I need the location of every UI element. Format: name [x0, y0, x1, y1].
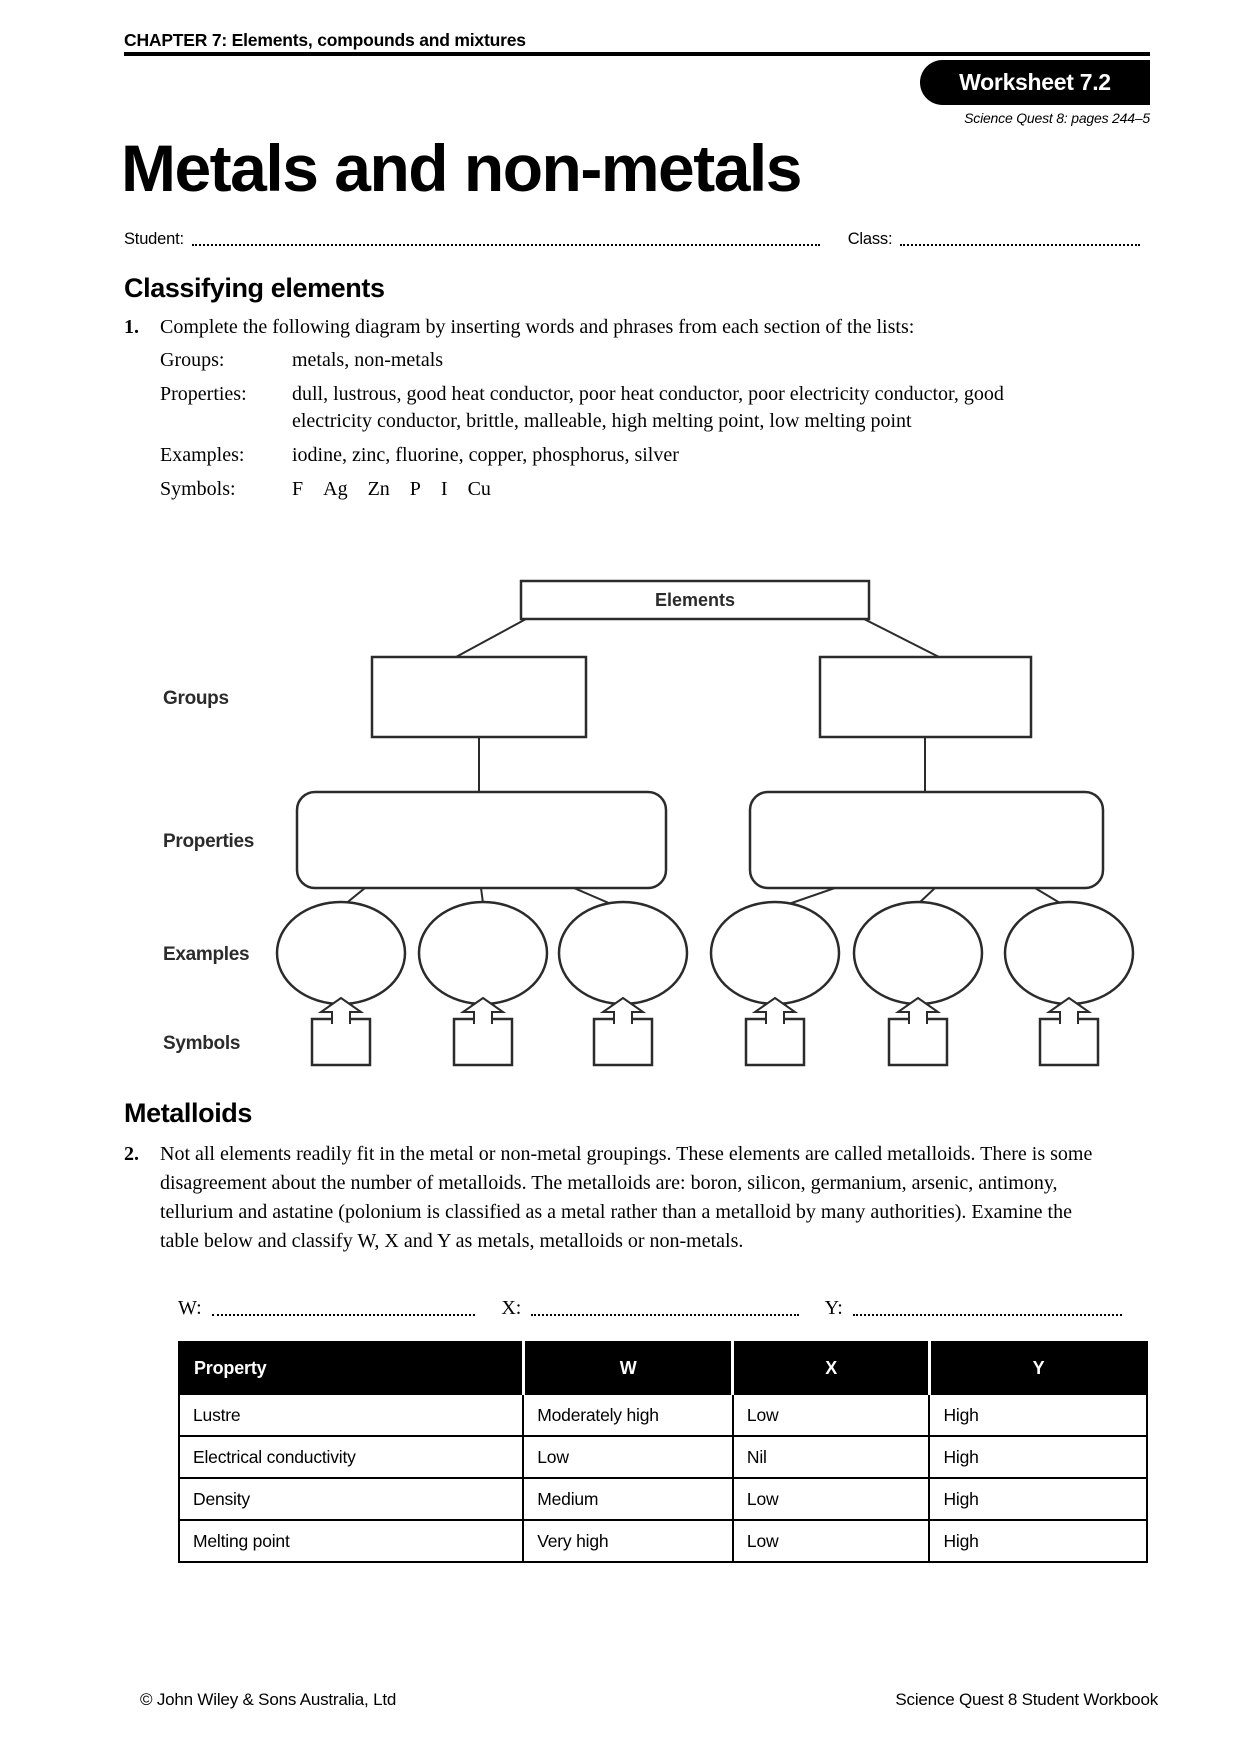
table-cell: Low: [733, 1520, 930, 1562]
table-cell: Moderately high: [523, 1394, 733, 1436]
table-cell: Electrical conductivity: [179, 1436, 523, 1478]
class-input-line[interactable]: [900, 243, 1140, 246]
table-header-y: Y: [929, 1342, 1147, 1394]
class-label: Class:: [847, 230, 893, 248]
answer-label-y: Y:: [824, 1297, 843, 1319]
answer-line-x-row: [501, 1297, 798, 1320]
word-lists: [160, 347, 1040, 510]
example-ellipse-2[interactable]: [419, 902, 547, 1004]
question-1-text: Complete the following diagram by inserting words and phrases from each section of the lists:: [160, 316, 915, 338]
table-cell: Low: [733, 1478, 930, 1520]
example-ellipse-4[interactable]: [711, 902, 839, 1004]
answer-input-x[interactable]: [531, 1313, 798, 1316]
symbol-box-2[interactable]: [454, 1019, 512, 1065]
group-box-left[interactable]: [372, 657, 586, 737]
table-cell: Nil: [733, 1436, 930, 1478]
example-ellipse-5[interactable]: [854, 902, 982, 1004]
table-header-x: X: [733, 1342, 930, 1394]
question-2-number: 2.: [124, 1143, 139, 1165]
worksheet-reference: Science Quest 8: pages 244–5: [964, 110, 1150, 126]
table-row: [179, 1436, 1147, 1478]
list-value-properties: dull, lustrous, good heat conductor, poor heat conductor, poor electricity conductor, good electricity conductor, brittle, malleable, high melting point, low melting point: [292, 383, 1004, 432]
question-1-number: 1.: [124, 316, 139, 338]
list-label-symbols: Symbols:: [160, 478, 236, 500]
worksheet-badge: Worksheet 7.2: [920, 60, 1150, 105]
section-heading-metalloids: Metalloids: [124, 1098, 253, 1128]
question-1: [124, 313, 1124, 342]
answer-label-x: X:: [501, 1297, 522, 1319]
example-ellipse-3[interactable]: [559, 902, 687, 1004]
list-label-properties: Properties:: [160, 383, 247, 405]
table-header-property: Property: [179, 1342, 523, 1394]
symbol-box-1[interactable]: [312, 1019, 370, 1065]
table-cell: High: [929, 1520, 1147, 1562]
connector-root-right: [864, 619, 939, 657]
student-class-line: [124, 230, 1140, 250]
answer-input-w[interactable]: [212, 1313, 476, 1316]
answer-label-w: W:: [178, 1297, 202, 1319]
example-ellipse-1[interactable]: [277, 902, 405, 1004]
list-label-groups: Groups:: [160, 349, 225, 371]
symbol-box-6[interactable]: [1040, 1019, 1098, 1065]
student-label: Student:: [124, 230, 184, 248]
properties-table: [178, 1341, 1148, 1563]
question-2-text: Not all elements readily fit in the metal or non-metal groupings. These elements are called metalloids. There is some disagreement about the number of metalloids. The metalloids are: boron, silicon, germanium, arsenic, antimony, tellurium and astatine (polonium is classified as a metal rather than a metalloid by many authorities). Examine the table below and classify W, X and Y as metals, metalloids or non-metals.: [160, 1143, 1093, 1252]
classification-diagram: [140, 572, 1150, 1084]
footer-copyright: © John Wiley & Sons Australia, Ltd: [140, 1690, 397, 1709]
list-value-groups: metals, non-metals: [292, 349, 444, 371]
table-cell: Very high: [523, 1520, 733, 1562]
answer-input-y[interactable]: [853, 1313, 1122, 1316]
table-row: [179, 1394, 1147, 1436]
table-cell: Low: [523, 1436, 733, 1478]
table-cell: High: [929, 1394, 1147, 1436]
chapter-header: CHAPTER 7: Elements, compounds and mixtures: [124, 30, 526, 50]
list-row-symbols: [160, 476, 1040, 503]
table-header-row: [179, 1342, 1147, 1394]
list-row-examples: [160, 442, 1040, 469]
answer-line-w-row: [178, 1297, 475, 1320]
list-row-groups: [160, 347, 1040, 374]
table-cell: Low: [733, 1394, 930, 1436]
footer-workbook: Science Quest 8 Student Workbook: [895, 1690, 1158, 1709]
list-value-examples: iodine, zinc, fluorine, copper, phosphorus, silver: [292, 444, 679, 466]
table-row: [179, 1478, 1147, 1520]
properties-box-right[interactable]: [750, 792, 1103, 888]
table-header-w: W: [523, 1342, 733, 1394]
diagram-row-label-properties: Properties: [163, 831, 254, 852]
section-heading-classifying-elements: Classifying elements: [124, 273, 385, 303]
table-cell: Melting point: [179, 1520, 523, 1562]
table-cell: High: [929, 1478, 1147, 1520]
list-value-symbols: F Ag Zn P I Cu: [292, 478, 491, 500]
table-cell: Medium: [523, 1478, 733, 1520]
table-cell: Density: [179, 1478, 523, 1520]
page-title: Metals and non-metals: [121, 131, 801, 205]
diagram-row-label-examples: Examples: [163, 944, 250, 965]
table-cell: Lustre: [179, 1394, 523, 1436]
table-cell: High: [929, 1436, 1147, 1478]
example-ellipse-6[interactable]: [1005, 902, 1133, 1004]
table-row: [179, 1520, 1147, 1562]
question-2: [124, 1140, 1100, 1256]
symbol-box-4[interactable]: [746, 1019, 804, 1065]
connector-root-left: [456, 619, 526, 657]
diagram-row-label-groups: Groups: [163, 688, 229, 709]
answer-line-y-row: [825, 1297, 1122, 1320]
answer-lines: [178, 1297, 1122, 1320]
properties-box-left[interactable]: [297, 792, 666, 888]
elements-root-label: Elements: [654, 590, 736, 610]
student-input-line[interactable]: [192, 243, 820, 246]
group-box-right[interactable]: [820, 657, 1031, 737]
header-rule: [124, 52, 1150, 56]
symbol-box-5[interactable]: [889, 1019, 947, 1065]
diagram-row-label-symbols: Symbols: [163, 1033, 241, 1054]
list-label-examples: Examples:: [160, 444, 245, 466]
list-row-properties: [160, 381, 1040, 435]
symbol-box-3[interactable]: [594, 1019, 652, 1065]
